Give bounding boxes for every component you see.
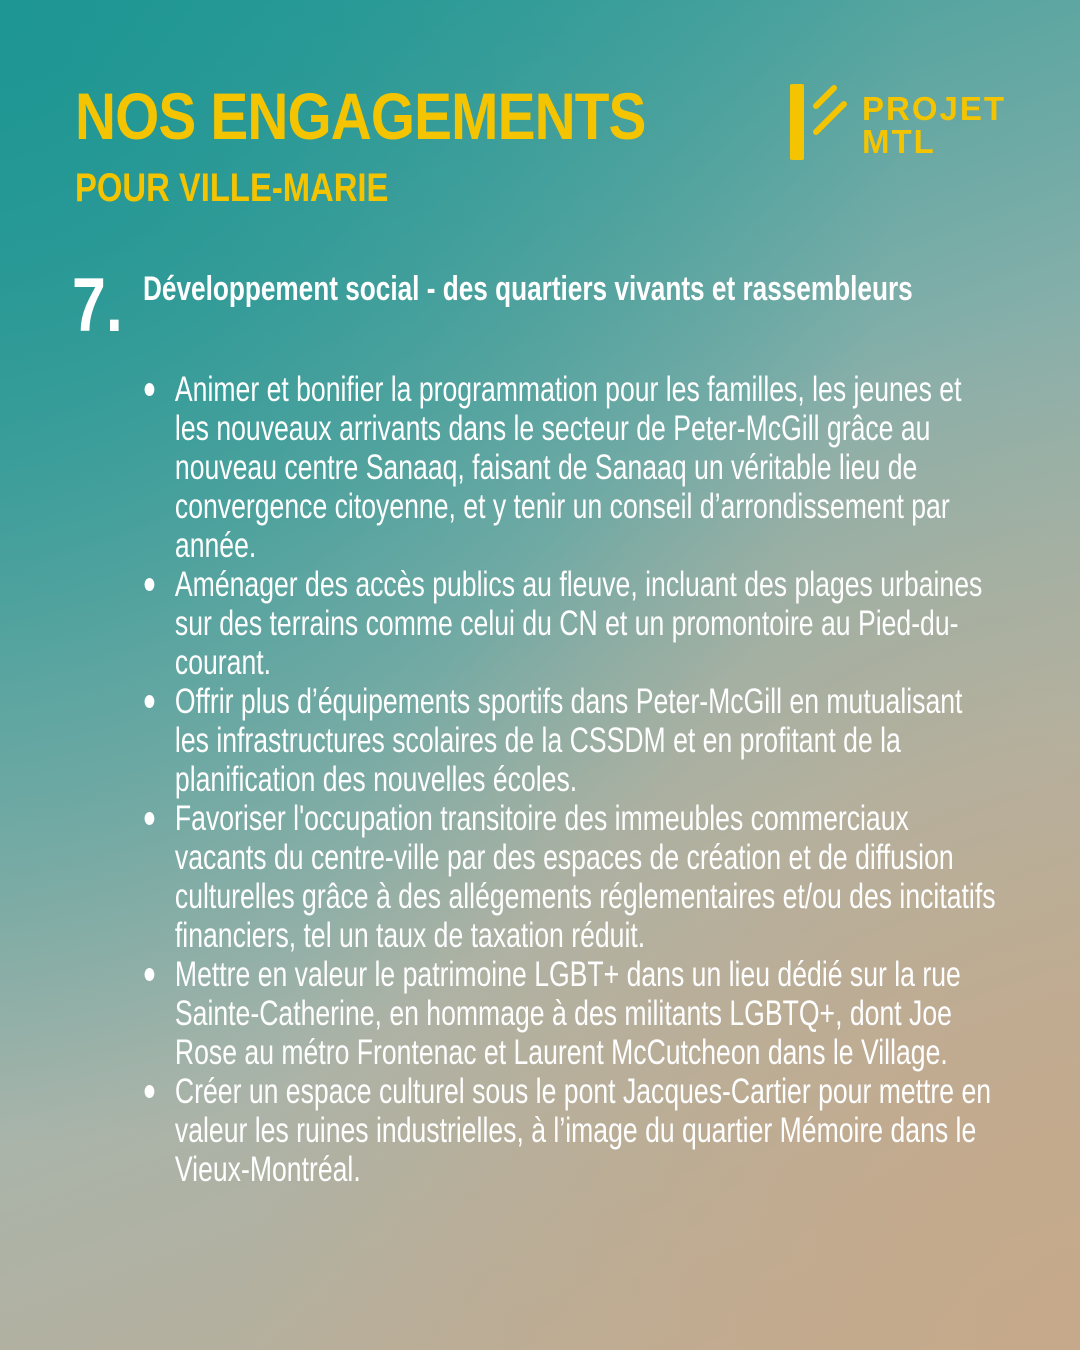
- page-subtitle: POUR VILLE-MARIE: [75, 166, 389, 210]
- engagement-list: [143, 370, 1002, 1189]
- list-item-text: Favoriser l'occupation transitoire des immeubles commerciaux vacants du centre-ville par des espaces de création et de diffusion culturelles grâce à des allégements réglementaires et/ou des incitatifs financiers, tel un taux de taxation réduit.: [174, 799, 996, 955]
- list-item-text: Mettre en valeur le patrimoine LGBT+ dans un lieu dédié sur la rue Sainte-Catherine, en hommage à des militants LGBTQ+, dont Joe Rose au métro Frontenac et Laurent McCutcheon dans le Village.: [174, 955, 961, 1072]
- list-item: [143, 1072, 1002, 1189]
- bullet-dot-icon: [145, 968, 155, 981]
- list-item-text: Animer et bonifier la programmation pour les familles, les jeunes et les nouveaux arrivants dans le secteur de Peter-McGill grâce au nouveau centre Sanaaq, faisant de Sanaaq un véritable lieu de convergence citoyenne, et y tenir un conseil d’arrondissement par année.: [174, 370, 962, 565]
- page-title: NOS ENGAGEMENTS: [75, 79, 646, 153]
- logo-line-1: PROJET: [862, 90, 1007, 127]
- projet-mtl-logo: [788, 84, 1008, 164]
- list-item: [143, 370, 1002, 565]
- logo-line-2: MTL: [862, 123, 936, 160]
- bullet-dot-icon: [145, 578, 155, 591]
- list-item: [143, 565, 1002, 682]
- bullet-dot-icon: [145, 1085, 155, 1098]
- section-title: Développement social - des quartiers vivants et rassembleurs: [143, 270, 913, 308]
- section-number: 7.: [72, 263, 123, 348]
- list-item: [143, 682, 1002, 799]
- bullet-dot-icon: [145, 383, 155, 396]
- list-item-text: Créer un espace culturel sous le pont Jacques-Cartier pour mettre en valeur les ruines industrielles, à l’image du quartier Mémoire dans le Vieux-Montréal.: [174, 1072, 992, 1189]
- logo-wordmark: [862, 92, 1006, 158]
- list-item: [143, 799, 1002, 955]
- projet-mtl-logo-icon: [788, 84, 858, 164]
- list-item-text: Offrir plus d’équipements sportifs dans Peter-McGill en mutualisant les infrastructures scolaires de la CSSDM et en profitant de la planification des nouvelles écoles.: [174, 682, 963, 799]
- bullet-dot-icon: [145, 812, 155, 825]
- bullet-dot-icon: [145, 695, 155, 708]
- list-item: [143, 955, 1002, 1072]
- list-item-text: Aménager des accès publics au fleuve, incluant des plages urbaines sur des terrains comme celui du CN et un promontoire au Pied-du-courant.: [174, 565, 983, 682]
